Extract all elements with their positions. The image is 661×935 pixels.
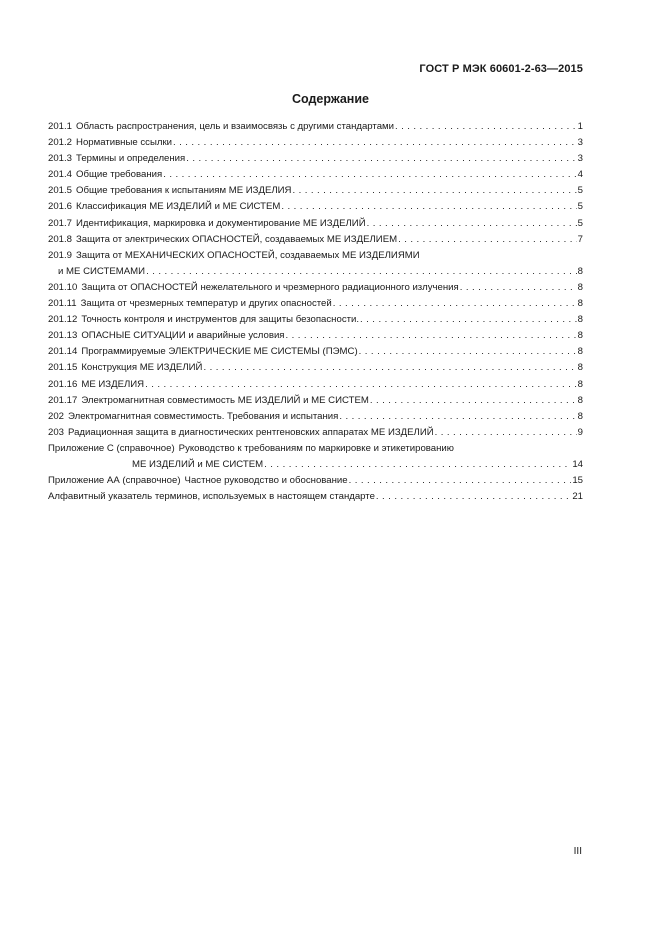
toc-entry-page: 1 [577, 121, 583, 132]
toc-entry-page: 3 [577, 137, 583, 149]
toc-entry[interactable] [48, 296, 583, 312]
toc-entry-page: 9 [577, 426, 583, 438]
toc-entry-title: МЕ ИЗДЕЛИЯ [81, 378, 145, 390]
dot-leader [460, 280, 577, 296]
toc-entry-page: 8 [577, 410, 583, 422]
toc-entry-number: 201.5 [48, 185, 73, 197]
toc-entry-title: Конструкция МЕ ИЗДЕЛИЙ [81, 362, 203, 374]
dot-leader [339, 409, 576, 425]
toc-entry-title: Программируемые ЭЛЕКТРИЧЕСКИЕ МЕ СИСТЕМЫ (ПЭМС) [81, 346, 358, 358]
toc-entry-number: 201.13 [48, 330, 78, 342]
dot-leader [146, 264, 577, 280]
toc-entry-number: 201.9 [48, 249, 73, 261]
toc-entry-page: 8 [577, 346, 583, 358]
toc-entry-title: Общие требования к испытаниям МЕ ИЗДЕЛИЯ [76, 185, 292, 197]
toc-entry[interactable] [48, 489, 583, 505]
toc-entry-page: 15 [572, 475, 583, 487]
toc-entry[interactable] [48, 377, 583, 393]
toc-entry[interactable] [48, 328, 583, 344]
toc-entry-line [48, 248, 583, 264]
toc-entry[interactable] [48, 216, 583, 232]
toc-entry-number: 201.4 [48, 169, 73, 181]
toc-entry-number: Приложение АА (справочное) [48, 475, 181, 487]
toc-entry[interactable] [48, 441, 583, 473]
dot-leader [173, 135, 577, 151]
toc-entry-page: 5 [577, 185, 583, 197]
toc-entry-title: Электромагнитная совместимость МЕ ИЗДЕЛИЙ и МЕ СИСТЕМ [81, 394, 369, 406]
toc-entry-title: Алфавитный указатель терминов, используемых в настоящем стандарте [48, 491, 375, 503]
toc-entry-number: 201.7 [48, 217, 73, 229]
toc-entry-number: 201.10 [48, 281, 78, 293]
toc-entry-number: Приложение С (справочное) [48, 442, 175, 454]
toc-entry-page: 5 [577, 217, 583, 229]
toc-entry-number: 202 [48, 410, 65, 422]
dot-leader [163, 167, 576, 183]
toc-entry-page: 21 [572, 491, 583, 503]
toc-entry-title: Термины и определения [76, 153, 186, 165]
toc-entry[interactable] [48, 360, 583, 376]
toc-entry[interactable] [48, 473, 583, 489]
toc-entry[interactable] [48, 199, 583, 215]
toc-entry-page: 8 [577, 394, 583, 406]
toc-entry-title: Классификация МЕ ИЗДЕЛИЙ и МЕ СИСТЕМ [76, 201, 281, 213]
toc-entry[interactable] [48, 312, 583, 328]
toc-entry-title: Нормативные ссылки [76, 137, 173, 149]
toc-entry-line [48, 264, 583, 280]
toc-entry-page: 8 [577, 265, 583, 277]
toc-entry-page: 3 [577, 153, 583, 165]
toc-entry-title: Общие требования [76, 169, 163, 181]
toc-entry[interactable] [48, 425, 583, 441]
toc-entry-number: 201.14 [48, 346, 78, 358]
toc-entry-page: 8 [577, 362, 583, 374]
toc-entry-title: ОПАСНЫЕ СИТУАЦИИ и аварийные условия [81, 330, 285, 342]
dot-leader [264, 457, 571, 473]
dot-leader [367, 216, 577, 232]
toc-entry[interactable] [48, 344, 583, 360]
toc-entry-number: 201.1 [48, 121, 73, 132]
toc-entry[interactable] [48, 167, 583, 183]
dot-leader [398, 232, 577, 248]
toc-entry-title-continuation: МЕ ИЗДЕЛИЙ и МЕ СИСТЕМ [132, 458, 264, 470]
toc-entry[interactable] [48, 151, 583, 167]
toc-entry-page: 8 [577, 330, 583, 342]
toc-entry[interactable] [48, 280, 583, 296]
toc-entry-title: Защита от электрических ОПАСНОСТЕЙ, создаваемых МЕ ИЗДЕЛИЕМ [76, 233, 398, 245]
toc-entry-number: 201.3 [48, 153, 73, 165]
toc-entry[interactable] [48, 135, 583, 151]
dot-leader [145, 377, 577, 393]
dot-leader [286, 328, 577, 344]
standard-number: ГОСТ Р МЭК 60601-2-63—2015 [419, 63, 583, 75]
toc-entry[interactable] [48, 119, 583, 135]
toc-entry-number: 201.11 [48, 298, 77, 310]
toc-entry-title: Руководство к требованиям по маркировке и этикетированию [178, 442, 454, 454]
dot-leader [281, 199, 576, 215]
toc-entry-title: Область распространения, цель и взаимосвязь с другими стандартами [76, 121, 395, 132]
toc-title: Содержание [291, 92, 369, 106]
toc-entry[interactable] [48, 393, 583, 409]
dot-leader [360, 312, 577, 328]
toc-entry-title: Точность контроля и инструментов для защиты безопасности. [81, 314, 360, 326]
dot-leader [435, 425, 577, 441]
dot-leader [333, 296, 577, 312]
toc-entry[interactable] [48, 232, 583, 248]
toc-entry-title: Идентификация, маркировка и документирование МЕ ИЗДЕЛИЙ [76, 217, 366, 229]
toc-entry[interactable] [48, 409, 583, 425]
toc-entry[interactable] [48, 183, 583, 199]
toc-entry-number: 201.8 [48, 233, 73, 245]
toc-entry-title: Защита от чрезмерных температур и других опасностей [80, 298, 332, 310]
dot-leader [292, 183, 576, 199]
toc-entry-title: Электромагнитная совместимость. Требования и испытания [68, 410, 339, 422]
toc-entry-title: Защита от МЕХАНИЧЕСКИХ ОПАСНОСТЕЙ, создаваемых МЕ ИЗДЕЛИЯМИ [76, 249, 420, 261]
dot-leader [359, 344, 577, 360]
toc-entry-page: 8 [577, 281, 583, 293]
toc-entry-title: Защита от ОПАСНОСТЕЙ нежелательного и чрезмерного радиационного излучения [81, 281, 459, 293]
toc-entry-title: Радиационная защита в диагностических рентгеновских аппаратах МЕ ИЗДЕЛИЙ [68, 426, 434, 438]
toc-entry-page: 8 [577, 314, 583, 326]
dot-leader [376, 489, 571, 505]
toc-entry-title: Частное руководство и обоснование [184, 475, 348, 487]
dot-leader [349, 473, 572, 489]
toc-entry-number: 203 [48, 426, 65, 438]
dot-leader [186, 151, 576, 167]
dot-leader [203, 360, 576, 376]
dot-leader [370, 393, 577, 409]
toc-entry-page: 8 [577, 378, 583, 390]
toc-entry-line [48, 441, 583, 457]
toc-entry-number: 201.2 [48, 137, 73, 149]
toc-entry-number: 201.16 [48, 378, 78, 390]
toc-entry-page: 5 [577, 201, 583, 213]
toc-entry-number: 201.17 [48, 394, 78, 406]
toc-entry-number: 201.6 [48, 201, 73, 213]
toc-entry-page: 14 [572, 458, 583, 470]
toc-entry-line [48, 457, 583, 473]
page-number: III [573, 846, 582, 857]
toc-entry-number: 201.12 [48, 314, 78, 326]
table-of-contents [48, 119, 583, 505]
toc-entry-title-continuation: и МЕ СИСТЕМАМИ [58, 265, 146, 277]
toc-entry-page: 7 [577, 233, 583, 245]
toc-entry-page: 4 [577, 169, 583, 181]
toc-entry-page: 8 [577, 298, 583, 310]
dot-leader [395, 119, 577, 135]
toc-entry[interactable] [48, 248, 583, 280]
toc-entry-number: 201.15 [48, 362, 78, 374]
